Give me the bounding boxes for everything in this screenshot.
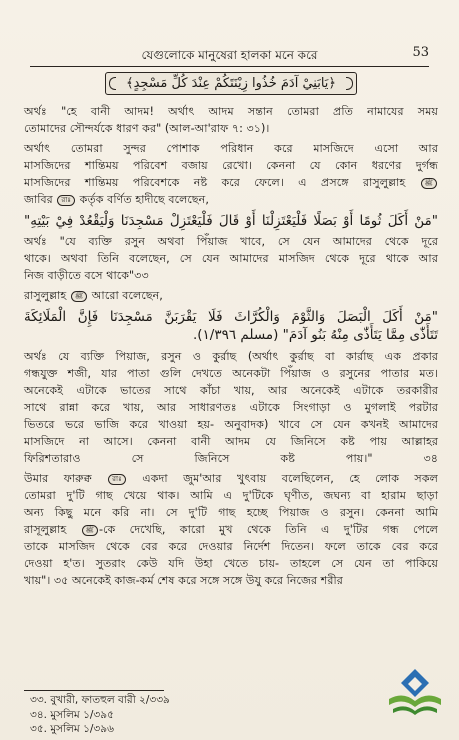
- footnote: ৩৫. মুসলিম ১/৩৯৬: [30, 723, 114, 735]
- hadith-arabic-3: تَتَأَذّٰى مِمَّا يَتَأَذّٰى مِنْهُ بَنُو آدَمَ" (مسلم ١/٣٩٦).: [192, 327, 438, 343]
- salawat-mark: ﷺ: [421, 178, 437, 189]
- radiyallah-mark: রাঃ: [108, 474, 126, 485]
- hadith-arabic-2: "مَنْ أَكَلَ الْبَصَلَ وَالثَّوْمَ وَالْكُرَّاثَ فَلَا يَقْرَبَنَّ مَسْجِدَنَا فَإِنَّ الْمَلَائِكَةَ: [24, 309, 438, 325]
- footnote: ৩৩. বুখারী, ফাতহুল বারী ২/৩৩৯: [30, 694, 170, 706]
- footnote: ৩৪. মুসলিম ১/৩৯৫: [30, 708, 114, 721]
- footnotes: [30, 693, 170, 737]
- salawat-mark: ﷺ: [71, 291, 87, 302]
- chapter-title: যেগুলোকে মানুষেরা হালকা মনে করে: [141, 48, 318, 62]
- page-number: 53: [412, 45, 429, 60]
- running-header: [30, 46, 429, 67]
- para-1: অর্থঃ "হে বানী আদম! অর্থাৎ আদম সন্তান তোমরা প্রতি নামাযের সময়: [24, 105, 438, 118]
- radiyallah-mark: রাঃ: [57, 195, 75, 206]
- para-2: অর্থাৎ তোমরা সুন্দর পোশাক পরিধান করে মাসজিদে এসো আর: [24, 142, 438, 155]
- salawat-mark: ﷺ: [82, 525, 98, 536]
- footnote-divider: [24, 690, 164, 691]
- publisher-logo-icon: [385, 665, 445, 723]
- para-1b: তোমাদের সৌন্দর্যকে ধারণ কর" (আল-আ'রাফ ৭: ৩১)।: [24, 122, 270, 135]
- quran-verse-banner: ﴿يَابَنِيْ آدَمَ خُذُوا زِيْنَتَكُمْ عِنْدَ كُلِّ مَسْجِدٍ﴾: [105, 72, 357, 95]
- hadith-arabic-1: "مَنْ أَكَلَ ثُومًا أَوْ بَصَلًا فَلْيَعْتَزِلْنَا أَوْ قَالَ فَلْيَعْتَزِلْ مَسْجِدَنَا وَلْيَقْعُدْ فِيْ بَيْتِهِ": [24, 213, 438, 229]
- main-text: অর্থঃ "হে বানী আদম! অর্থাৎ আদম সন্তান তোমরা প্রতি নামাযের সময় তোমাদের সৌন্দর্যকে ধারণ কর" (আল-আ'রাফ ৭: ৩১)। অর্থাৎ তোমরা সুন্দর পোশাক পরিধান করে মাসজিদে এসো আর মাসজিদের শান্তিময় পরিবেশ বজায় রেখো। কেননা যে কোন ধরণের দুর্গন্ধ মাসজিদের শান্তিময় পরিবেশকে নষ্ট করে ফেলে। এ প্রসঙ্গে রাসুলুল্লাহ ﷺ জাবির রাঃ কর্তৃক বর্ণিত হাদীছে বলেছেন, "مَنْ أَكَلَ ثُومًا أَوْ بَصَلًا فَلْيَعْتَزِلْنَا أَوْ قَالَ فَلْيَعْتَزِلْ مَسْجِدَنَا وَلْيَقْعُدْ فِيْ بَيْتِهِ" অর্থঃ "যে ব্যক্তি রসুন অথবা পিঁয়াজ খাবে, সে যেন আমাদের থেকে দূরে থাকে। অথবা তিনি বলেছেন, সে যেন আমাদের মাসজিদ থেকে দূরে থাকে আর নিজ বাড়ীতে বসে থাকে"৩৩ রাসুলুল্লাহ ﷺ আরো বলেছেন, "مَنْ أَكَلَ الْبَصَلَ وَالثَّوْمَ وَالْكُرَّاثَ فَلَا يَقْرَبَنَّ مَسْجِدَنَا فَإِنَّ الْمَلَائِكَةَ تَتَأَذّٰى مِمَّا يَتَأَذّٰى مِنْهُ بَنُو آدَمَ" (مسلم ١/٣٩٦). অর্থঃ যে ব্যক্তি পিয়াজ, রসুন ও কুর্রাছ (অর্থাৎ কুর্রাছ বা কার্রাছ এক প্রকার গন্ধযুক্ত শজী, যার পাতা গুলি দেখতে অনেকটা পিঁয়াজ ও রসুনের পাতার মত। অনেকেই এটাকে ভাতের সাথে কাঁচা খায়, আর অনেকেই এটাকে তরকারীর সাথে রান্না করে খায়, আর সাধারণতঃ এটাকে সিংগাড়া ও মুগলাই পরটার ভিতরে ভরে ভাজি করে খাওয়া হয়- অনুবাদক) খাবে সে যেন কখনই আমাদের মাসজিদে না আসে। কেননা বানী আদম যে জিনিসে কষ্ট পায় আল্লাহর ফিরিশতারাও সে জিনিসে কষ্ট পায়।" ৩৪ উমার ফারুক্ব রাঃ একদা জুম'আর খুৎবায় বলেছিলেন, হে লোক সকল তোমরা দু'টি গাছ খেয়ে থাক। আমি এ দু'টিকে ঘৃণীত, জঘন্য বা হারাম ছাড়া অন্য কিছু মনে করি না। সে দু'টি গাছ হচ্ছে পিয়াজ ও রসুন। কেননা আমি রাসূলুল্লাহ ﷺ -কে দেখেছি, কারো মুখ থেকে তিনি এ দু'টির গন্ধ পেলে তাকে মাসজিদ থেকে বের করে দেওয়ার নির্দেশ দিতেন। ফলে তাকে বের করে দেওয়া হ'ত। সুতরাং কেউ যদি উহা খেতে চায়- তাহলে সে যেন তা পাকিয়ে খায়"। ৩৫ অনেকেই কাজ-কর্ম শেষ করে সঙ্গে সঙ্গে উযু করে নিজের শরীর: [24, 105, 438, 587]
